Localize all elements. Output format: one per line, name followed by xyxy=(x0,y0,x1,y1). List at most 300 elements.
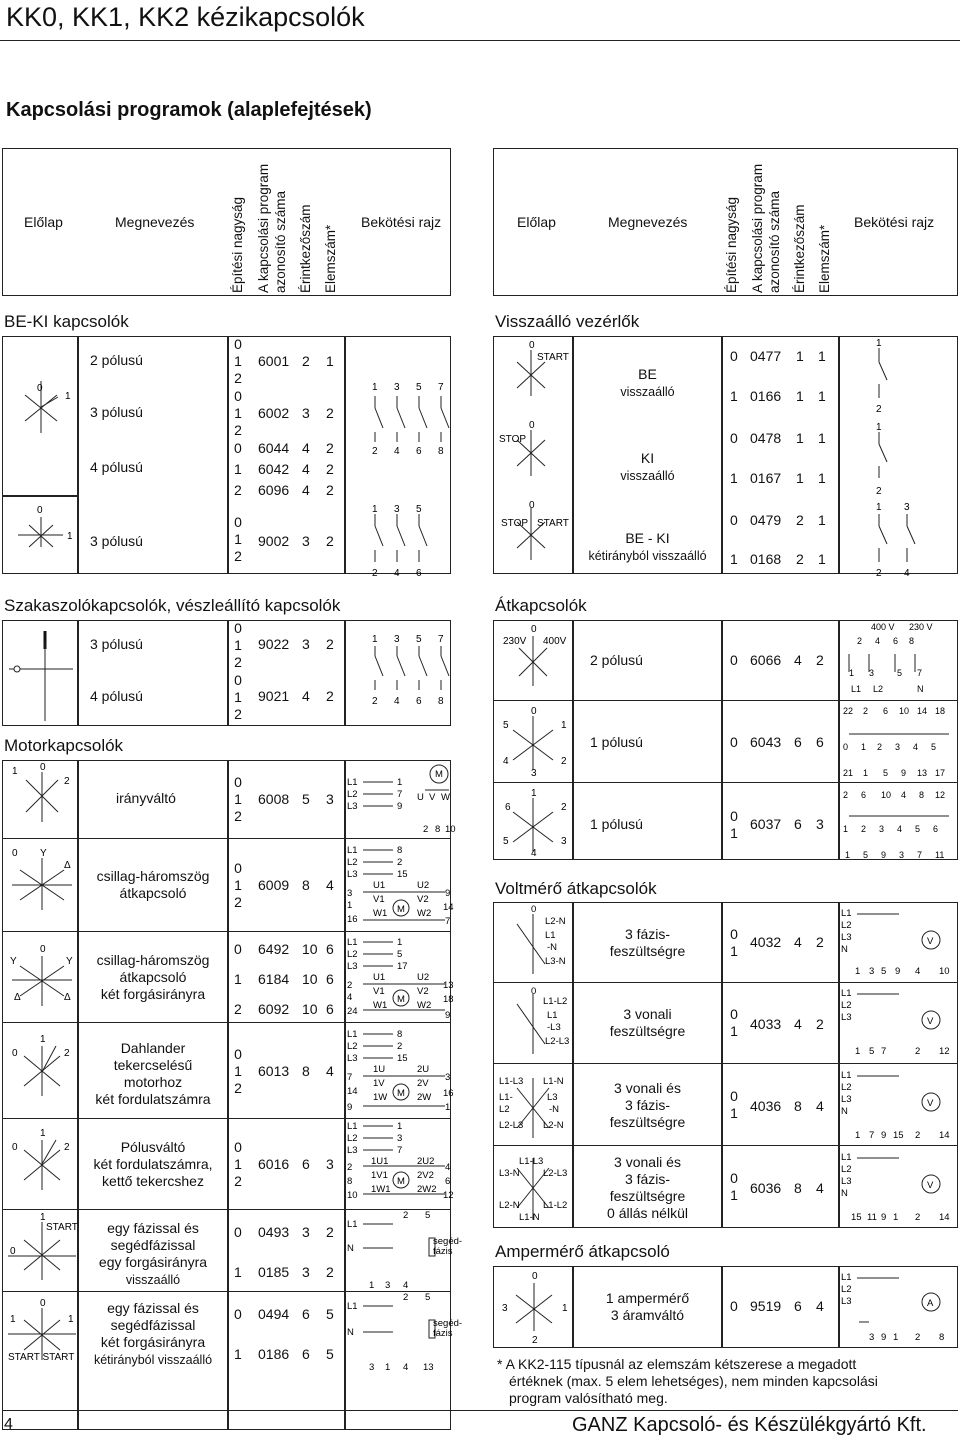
row-name: 2 pólusú xyxy=(90,352,143,368)
svg-text:1: 1 xyxy=(863,768,869,778)
svg-text:L2: L2 xyxy=(873,684,884,694)
svg-text:V: V xyxy=(927,1180,934,1191)
program-code: 9002 xyxy=(258,533,290,549)
svg-text:1: 1 xyxy=(531,788,537,799)
svg-text:2: 2 xyxy=(347,1162,353,1173)
pos: 0 xyxy=(730,1298,738,1314)
program-code: 0477 xyxy=(750,348,782,364)
header-name: Megnevezés xyxy=(115,214,195,230)
svg-text:2U2: 2U2 xyxy=(417,1156,435,1167)
pos: 0 1 2 xyxy=(234,860,242,910)
row-name: 3 vonali és 3 fázis- feszültségre xyxy=(609,1080,686,1130)
row-name: 3 pólusú xyxy=(90,404,143,420)
svg-text:1: 1 xyxy=(845,850,851,860)
svg-text:L2: L2 xyxy=(841,1164,852,1175)
svg-text:14: 14 xyxy=(939,1130,950,1141)
svg-text:L1: L1 xyxy=(547,1010,558,1021)
svg-text:400 V: 400 V xyxy=(871,622,895,632)
svg-text:1: 1 xyxy=(855,1130,861,1141)
svg-text:8: 8 xyxy=(919,790,925,800)
svg-text:4: 4 xyxy=(875,636,881,646)
svg-text:0: 0 xyxy=(37,383,43,394)
svg-text:16: 16 xyxy=(443,1088,454,1099)
svg-text:3: 3 xyxy=(394,504,400,515)
svg-text:Δ: Δ xyxy=(64,860,71,871)
svg-text:1: 1 xyxy=(893,1332,899,1343)
pos: 0 xyxy=(730,348,738,364)
program-code: 6043 xyxy=(750,734,782,750)
pos: 0 xyxy=(730,734,738,750)
svg-text:1: 1 xyxy=(40,1034,46,1045)
section-amper: Ampermérő átkapcsoló xyxy=(495,1242,670,1261)
svg-text:2: 2 xyxy=(863,706,869,716)
svg-text:3: 3 xyxy=(899,850,905,860)
svg-text:4: 4 xyxy=(394,446,400,457)
program-code: 6016 xyxy=(258,1156,290,1172)
svg-text:W1: W1 xyxy=(373,908,388,919)
svg-text:L1: L1 xyxy=(347,1029,358,1040)
element-count: 4 xyxy=(816,1298,824,1314)
svg-text:9: 9 xyxy=(881,850,887,860)
element-count: 6 xyxy=(326,971,334,987)
svg-text:2W: 2W xyxy=(417,1092,432,1103)
svg-text:fázis: fázis xyxy=(433,1246,453,1257)
svg-text:4: 4 xyxy=(403,1362,409,1373)
svg-text:2: 2 xyxy=(64,1142,70,1153)
svg-text:2: 2 xyxy=(372,568,378,579)
svg-text:L1: L1 xyxy=(347,845,358,856)
program-code: 6036 xyxy=(750,1180,782,1196)
svg-text:10: 10 xyxy=(347,1190,358,1201)
svg-text:N: N xyxy=(917,684,924,694)
row-name: egy fázissal és segédfázissal két forgásirányra kétirányból visszaálló xyxy=(93,1300,213,1367)
svg-text:L1: L1 xyxy=(347,777,358,788)
svg-text:4: 4 xyxy=(394,696,400,707)
svg-text:5: 5 xyxy=(881,966,887,977)
svg-text:2: 2 xyxy=(861,824,867,834)
contact-count: 8 xyxy=(794,1098,802,1114)
row-name: 4 pólusú xyxy=(90,459,143,475)
svg-text:13: 13 xyxy=(917,768,928,778)
svg-text:L3: L3 xyxy=(841,932,852,943)
svg-text:2U: 2U xyxy=(417,1064,430,1075)
svg-text:17: 17 xyxy=(935,768,946,778)
element-count: 4 xyxy=(816,1180,824,1196)
footnote: * A KK2-115 típusnál az elemszám kétszerese a megadott értéknek (max. 5 elem lehetséges), nem minden kapcsolási program valósítható meg. xyxy=(497,1356,878,1406)
element-count: 6 xyxy=(326,941,334,957)
svg-text:0: 0 xyxy=(12,1142,18,1153)
header-size: Építési nagyság xyxy=(230,196,245,293)
svg-text:1: 1 xyxy=(385,1362,391,1373)
svg-text:14: 14 xyxy=(917,706,928,716)
svg-text:START: START xyxy=(537,352,569,363)
svg-text:-N: -N xyxy=(547,942,558,953)
svg-text:9: 9 xyxy=(901,768,907,778)
svg-text:0: 0 xyxy=(531,904,537,915)
svg-text:L2: L2 xyxy=(347,1041,358,1052)
pos-1: 0 1 2 xyxy=(234,388,242,438)
svg-text:N: N xyxy=(841,944,848,955)
svg-text:1: 1 xyxy=(10,1314,16,1325)
svg-text:U: U xyxy=(417,792,424,803)
svg-text:3: 3 xyxy=(445,1072,451,1083)
svg-text:2: 2 xyxy=(877,742,883,752)
program-code: 6184 xyxy=(258,971,290,987)
svg-text:1: 1 xyxy=(12,766,18,777)
program-code: 9022 xyxy=(258,636,290,652)
svg-text:1: 1 xyxy=(369,1280,375,1291)
header-prog2: azonosító száma xyxy=(273,190,288,293)
svg-text:-L3: -L3 xyxy=(547,1022,561,1033)
program-code: 0185 xyxy=(258,1264,290,1280)
svg-text:2: 2 xyxy=(561,802,567,813)
row-name: Dahlander tekercselésű motorhoz két fordulatszámra xyxy=(95,1040,211,1107)
svg-text:5: 5 xyxy=(425,1292,431,1303)
svg-text:Y: Y xyxy=(40,848,47,859)
element-count: 1 xyxy=(818,551,826,567)
contact-count: 6 xyxy=(302,1306,310,1322)
svg-text:2: 2 xyxy=(64,776,70,787)
svg-text:12: 12 xyxy=(939,1046,950,1057)
program-code: 0168 xyxy=(750,551,782,567)
svg-text:3: 3 xyxy=(869,668,875,678)
svg-text:L2-N: L2-N xyxy=(499,1200,520,1211)
volt-front-plates-icon xyxy=(493,902,573,1228)
contact-count: 1 xyxy=(796,348,804,364)
svg-text:10: 10 xyxy=(881,790,892,800)
pos: 0 xyxy=(234,1306,242,1322)
svg-text:24: 24 xyxy=(347,1006,358,1017)
company-name: GANZ Kapcsoló- és Készülékgyártó Kft. xyxy=(572,1414,927,1436)
svg-text:V: V xyxy=(927,1098,934,1109)
svg-text:4: 4 xyxy=(901,790,907,800)
element-count: 4 xyxy=(816,1098,824,1114)
svg-text:4: 4 xyxy=(904,568,910,579)
pos: 0 1 2 xyxy=(234,1046,242,1096)
svg-text:L2-N: L2-N xyxy=(545,916,566,927)
program-code: 9519 xyxy=(750,1298,782,1314)
svg-text:L2: L2 xyxy=(841,920,852,931)
front-plate-amper xyxy=(493,1266,573,1348)
program-code: 0167 xyxy=(750,470,782,486)
svg-text:2: 2 xyxy=(915,1332,921,1343)
wiring-diagram-volt xyxy=(839,902,958,1228)
contact-count: 6 xyxy=(302,1346,310,1362)
contact-count: 1 xyxy=(796,388,804,404)
switch-front-icon xyxy=(3,497,79,575)
element-count: 1 xyxy=(818,512,826,528)
row-name: BE visszaálló xyxy=(620,366,675,399)
svg-text:W: W xyxy=(441,792,450,803)
svg-text:5: 5 xyxy=(425,1210,431,1221)
svg-text:1: 1 xyxy=(876,338,882,349)
svg-text:7: 7 xyxy=(445,916,451,927)
element-count: 2 xyxy=(816,934,824,950)
svg-text:1: 1 xyxy=(397,777,403,788)
wiring-diagram-be-ki xyxy=(345,336,451,579)
svg-text:L3: L3 xyxy=(841,1094,852,1105)
svg-text:9: 9 xyxy=(397,801,403,812)
svg-text:3: 3 xyxy=(869,1332,875,1343)
svg-text:5: 5 xyxy=(915,824,921,834)
contact-count: 3 xyxy=(302,1224,310,1240)
program-code: 0494 xyxy=(258,1306,290,1322)
svg-text:11: 11 xyxy=(935,850,945,860)
svg-text:2V2: 2V2 xyxy=(417,1170,434,1181)
svg-text:1V1: 1V1 xyxy=(371,1170,388,1181)
contact-count: 3 xyxy=(302,636,310,652)
element-count: 1 xyxy=(818,348,826,364)
program-code: 9021 xyxy=(258,688,290,704)
contact-count: 8 xyxy=(794,1180,802,1196)
svg-text:8: 8 xyxy=(939,1332,945,1343)
svg-text:1: 1 xyxy=(893,1212,899,1223)
svg-text:5: 5 xyxy=(883,768,889,778)
svg-text:230 V: 230 V xyxy=(909,622,933,632)
svg-text:1: 1 xyxy=(65,391,71,402)
svg-text:7: 7 xyxy=(881,1046,887,1057)
codes-motor xyxy=(228,760,345,1430)
pos: 1 xyxy=(730,470,738,486)
program-code: 4036 xyxy=(750,1098,782,1114)
svg-text:0: 0 xyxy=(12,848,18,859)
pos: 0 1 xyxy=(730,1088,738,1121)
svg-text:L2-L3: L2-L3 xyxy=(545,1036,570,1047)
svg-text:L1: L1 xyxy=(347,1219,358,1230)
header-wiring-r: Bekötési rajz xyxy=(854,214,935,230)
svg-text:7: 7 xyxy=(869,1130,875,1141)
svg-text:L2: L2 xyxy=(347,857,358,868)
section-volt: Voltmérő átkapcsolók xyxy=(495,879,657,898)
svg-text:L1: L1 xyxy=(545,930,556,941)
svg-text:8: 8 xyxy=(397,1029,403,1040)
contact-count: 6 xyxy=(794,734,802,750)
svg-text:1: 1 xyxy=(40,1128,46,1139)
svg-text:L3: L3 xyxy=(347,801,358,812)
section-motor: Motorkapcsolók xyxy=(4,736,124,755)
pos: 0 1 xyxy=(730,926,738,959)
contact-count: 4 xyxy=(794,934,802,950)
svg-text:7: 7 xyxy=(438,382,444,393)
svg-text:7: 7 xyxy=(438,634,444,645)
svg-text:2: 2 xyxy=(857,636,863,646)
svg-text:1V: 1V xyxy=(373,1078,385,1089)
svg-text:4: 4 xyxy=(915,966,921,977)
vissza-front-plates-icon xyxy=(493,336,573,574)
svg-text:W2: W2 xyxy=(417,908,432,919)
row-name: Pólusváltó két fordulatszámra, kettő tekercshez xyxy=(93,1139,213,1189)
header-front-r: Előlap xyxy=(517,214,556,230)
svg-text:L2-L3: L2-L3 xyxy=(543,1168,568,1179)
contact-count: 1 xyxy=(796,470,804,486)
svg-text:5: 5 xyxy=(397,949,403,960)
svg-text:4: 4 xyxy=(531,848,537,859)
svg-text:6: 6 xyxy=(933,824,939,834)
row-name: 1 pólusú xyxy=(590,734,643,750)
svg-text:8: 8 xyxy=(438,696,444,707)
contact-count: 4 xyxy=(302,440,310,456)
knob-front-icon xyxy=(3,621,79,727)
svg-text:2: 2 xyxy=(915,1212,921,1223)
element-count: 3 xyxy=(326,1156,334,1172)
pos: 1 xyxy=(234,1264,242,1280)
page-number: 4 xyxy=(4,1416,13,1433)
svg-text:L1-N: L1-N xyxy=(543,1076,564,1087)
svg-text:4: 4 xyxy=(503,756,509,767)
svg-text:W2: W2 xyxy=(417,1000,432,1011)
svg-text:3: 3 xyxy=(561,836,567,847)
contact-count: 2 xyxy=(796,512,804,528)
svg-text:1: 1 xyxy=(397,937,403,948)
svg-text:M: M xyxy=(397,904,405,915)
svg-text:M: M xyxy=(397,994,405,1005)
title-divider xyxy=(0,40,960,41)
svg-text:2W2: 2W2 xyxy=(417,1184,437,1195)
program-code: 0166 xyxy=(750,388,782,404)
svg-text:L2: L2 xyxy=(347,1133,358,1144)
contact-count: 10 xyxy=(302,1001,318,1017)
svg-text:2: 2 xyxy=(532,1335,538,1346)
svg-text:8: 8 xyxy=(438,446,444,457)
element-count: 2 xyxy=(326,440,334,456)
svg-text:6: 6 xyxy=(505,802,511,813)
svg-text:8: 8 xyxy=(435,824,441,835)
svg-text:21: 21 xyxy=(843,768,854,778)
program-code: 6092 xyxy=(258,1001,290,1017)
pos: 0 1 2 xyxy=(234,1139,242,1189)
svg-text:5: 5 xyxy=(416,382,422,393)
at-front-plates-icon xyxy=(493,620,573,860)
pos: 0 1 2 xyxy=(234,672,242,722)
svg-text:4: 4 xyxy=(897,824,903,834)
svg-text:L2: L2 xyxy=(841,1000,852,1011)
section-be-ki: BE-KI kapcsolók xyxy=(4,312,129,331)
svg-text:1U1: 1U1 xyxy=(371,1156,389,1167)
svg-text:0: 0 xyxy=(529,340,535,351)
svg-text:L2: L2 xyxy=(499,1104,510,1115)
contact-count: 10 xyxy=(302,971,318,987)
element-count: 4 xyxy=(326,1063,334,1079)
svg-text:V1: V1 xyxy=(373,986,385,997)
codes-vissza xyxy=(722,336,839,574)
header-elements-r: Elemszám* xyxy=(817,224,832,293)
svg-text:2: 2 xyxy=(876,568,882,579)
pos: 1 xyxy=(730,388,738,404)
svg-text:7: 7 xyxy=(397,1145,403,1156)
svg-text:L1: L1 xyxy=(347,937,358,948)
svg-text:7: 7 xyxy=(397,789,403,800)
svg-text:0: 0 xyxy=(40,944,46,955)
element-count: 6 xyxy=(326,1001,334,1017)
svg-text:0: 0 xyxy=(10,1246,16,1257)
section-vissza: Visszaálló vezérlők xyxy=(495,312,640,331)
svg-text:9: 9 xyxy=(445,1010,451,1021)
row-name: 3 pólusú xyxy=(90,636,143,652)
svg-text:0: 0 xyxy=(40,1298,46,1309)
row-name: 3 fázis- feszültségre xyxy=(609,926,686,959)
svg-text:V: V xyxy=(429,792,436,803)
program-code: 0478 xyxy=(750,430,782,446)
svg-text:0: 0 xyxy=(12,1048,18,1059)
svg-text:2: 2 xyxy=(397,857,403,868)
svg-text:L2: L2 xyxy=(841,1284,852,1295)
svg-text:1: 1 xyxy=(876,422,882,433)
svg-text:3: 3 xyxy=(394,382,400,393)
pos: 1 xyxy=(730,551,738,567)
svg-text:L2-N: L2-N xyxy=(543,1120,564,1131)
svg-text:1: 1 xyxy=(562,1303,568,1314)
svg-text:5: 5 xyxy=(503,836,509,847)
wiring-diagram-szakaszolo xyxy=(345,620,451,726)
row-name: 3 pólusú xyxy=(90,533,143,549)
svg-text:L2: L2 xyxy=(347,789,358,800)
svg-text:16: 16 xyxy=(347,914,358,925)
svg-text:N: N xyxy=(347,1327,354,1338)
program-code: 6002 xyxy=(258,405,290,421)
svg-text:2: 2 xyxy=(347,980,353,991)
svg-text:7: 7 xyxy=(917,850,923,860)
program-code: 0186 xyxy=(258,1346,290,1362)
program-code: 6009 xyxy=(258,877,290,893)
svg-text:13: 13 xyxy=(443,980,454,991)
svg-text:2V: 2V xyxy=(417,1078,429,1089)
wiring-diagram-amper xyxy=(839,1266,958,1348)
contact-count: 4 xyxy=(794,652,802,668)
program-code: 6044 xyxy=(258,440,290,456)
svg-text:N: N xyxy=(841,1188,848,1199)
row-name: KI visszaálló xyxy=(620,450,675,483)
element-count: 2 xyxy=(326,688,334,704)
svg-text:M: M xyxy=(435,769,443,780)
row-name: csillag-háromszög átkapcsoló két forgásirányra xyxy=(96,952,210,1002)
svg-text:1: 1 xyxy=(347,900,353,911)
svg-text:L1: L1 xyxy=(841,1152,852,1163)
svg-text:7: 7 xyxy=(917,668,923,678)
pos: 0 xyxy=(234,1224,242,1240)
pos: 0 xyxy=(234,941,242,957)
svg-text:6: 6 xyxy=(893,636,899,646)
svg-text:U2: U2 xyxy=(417,972,430,983)
program-code: 4032 xyxy=(750,934,782,950)
svg-text:8: 8 xyxy=(909,636,915,646)
svg-text:Y: Y xyxy=(66,956,73,967)
svg-text:L1-L3: L1-L3 xyxy=(499,1076,524,1087)
pos: 0 1 xyxy=(730,808,738,841)
contact-count: 4 xyxy=(302,482,310,498)
contact-count: 2 xyxy=(796,551,804,567)
program-code: 4033 xyxy=(750,1016,782,1032)
svg-text:1: 1 xyxy=(561,720,567,731)
contact-count: 10 xyxy=(302,941,318,957)
svg-text:U1: U1 xyxy=(373,972,386,983)
svg-text:0: 0 xyxy=(531,706,537,717)
svg-text:START: START xyxy=(46,1222,78,1233)
svg-text:14: 14 xyxy=(939,1212,950,1223)
svg-text:2: 2 xyxy=(876,404,882,415)
section-szakaszolo: Szakaszolókapcsolók, vészleállító kapcsolók xyxy=(4,596,341,615)
pos: 0 xyxy=(730,512,738,528)
wiring-diagrams-motor xyxy=(345,760,463,1430)
element-count: 4 xyxy=(326,877,334,893)
pos: 2 xyxy=(234,1001,242,1017)
svg-text:2: 2 xyxy=(372,446,378,457)
contact-count: 3 xyxy=(302,1264,310,1280)
svg-text:1: 1 xyxy=(40,1212,46,1223)
svg-text:4: 4 xyxy=(394,568,400,579)
svg-text:M: M xyxy=(397,1088,405,1099)
pos: 0 xyxy=(234,440,242,456)
svg-text:7: 7 xyxy=(347,1072,353,1083)
